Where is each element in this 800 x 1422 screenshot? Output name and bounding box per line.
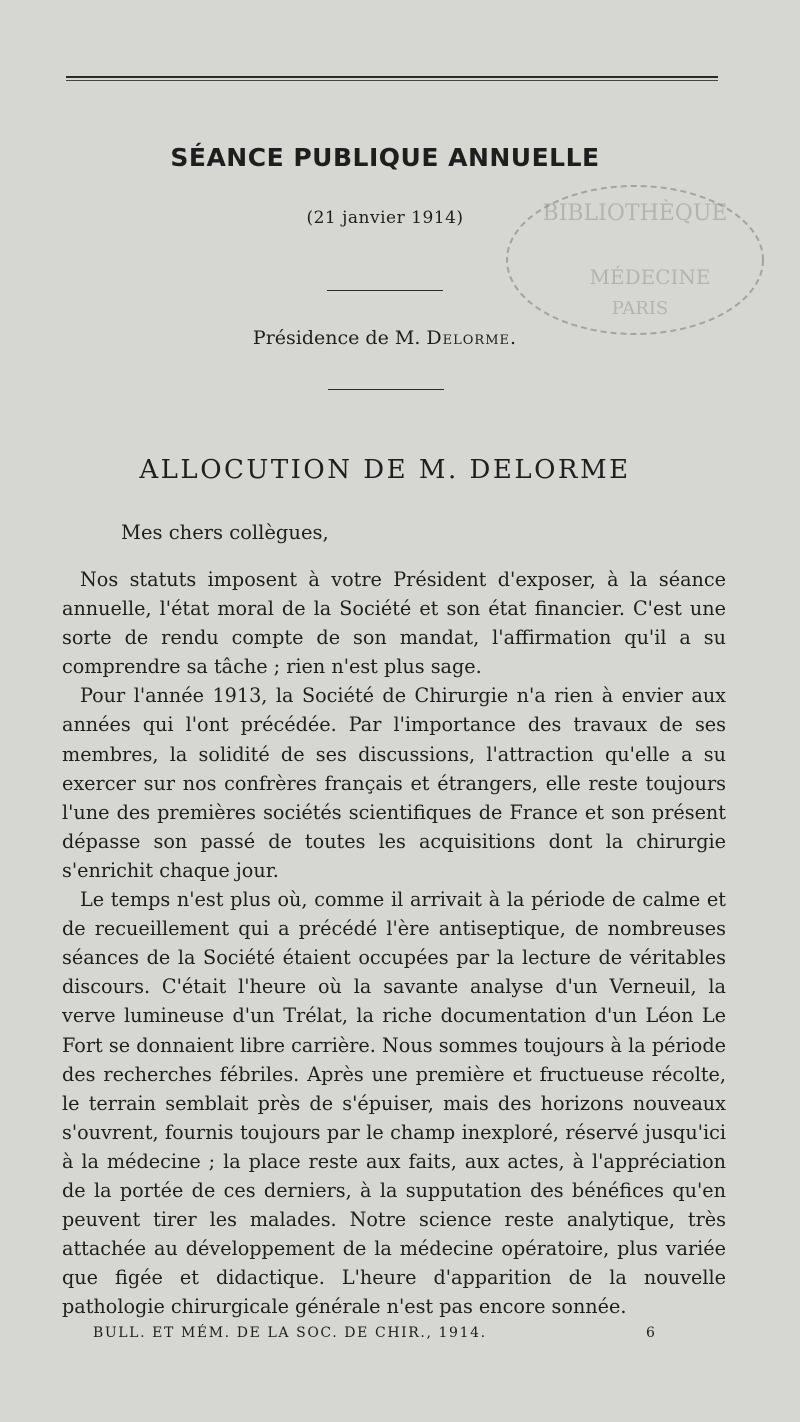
stamp-line-1: BIBLIOTHÈQUE — [542, 201, 728, 226]
president-name: Delorme. — [426, 327, 518, 349]
footer-signature: 6 — [646, 1325, 655, 1341]
top-rule-thin — [66, 80, 718, 81]
footer-journal: BULL. ET MÉM. DE LA SOC. DE CHIR., 1914. — [93, 1325, 487, 1341]
section-heading: ALLOCUTION DE M. DELORME — [139, 455, 631, 485]
body-text — [62, 565, 726, 1321]
stamp-line-3: PARIS — [611, 298, 669, 319]
separator-rule-2 — [328, 389, 444, 390]
salutation: Mes chers collègues, — [121, 521, 329, 544]
paragraph: Nos statuts imposent à votre Président d'exposer, à la séance annuelle, l'état moral de la Société et son état financier. C'est une sorte de rendu compte de son mandat, l'affirmation qu'il a su comprendre sa tâche ; rien n'est plus sage. — [62, 568, 726, 679]
top-rule — [66, 76, 718, 78]
paragraph: Pour l'année 1913, la Société de Chirurgie n'a rien à envier aux années qui l'ont précédée. Par l'importance des travaux de ses membres, la solidité de ses discussions, l'attraction qu'elle a su exercer sur nos confrères français et étrangers, elle reste toujours l'une des premières sociétés scientifiques de France et son présent dépasse son passé de toutes les acquisitions dont la chirurgie s'enrichit chaque jour. — [62, 684, 726, 882]
separator-rule-1 — [327, 290, 443, 291]
stamp-line-2: MÉDECINE — [589, 265, 711, 289]
session-date: (21 janvier 1914) — [306, 208, 464, 228]
paragraph: Le temps n'est plus où, comme il arrivait à la période de calme et de recueillement qui a précédé l'ère antiseptique, de nombreuses séances de la Société étaient occupées par la lecture de véritables discours. C'était l'heure où la savante analyse d'un Verneuil, la verve lumineuse d'un Trélat, la riche documentation d'un Léon Le Fort se donnaient libre carrière. Nous sommes toujours à la période des recherches fébriles. Après une première et fructueuse récolte, le terrain semblait près de s'épuiser, mais des horizons nouveaux s'ouvrent, fournis toujours par le champ inexploré, réservé jusqu'ici à la médecine ; la place reste aux faits, aux actes, à l'appréciation de la portée de ces derniers, à la supputation des bénéfices qu'en peuvent tirer les malades. Notre science reste analytique, très attachée au développement de la médecine opératoire, plus variée que figée et didactique. L'heure d'apparition de la nouvelle pathologie chirurgicale générale n'est pas encore sonnée. — [62, 888, 726, 1319]
presidence-prefix: Présidence de M. — [252, 327, 427, 349]
page-title: SÉANCE PUBLIQUE ANNUELLE — [170, 143, 600, 172]
library-stamp — [500, 172, 780, 350]
